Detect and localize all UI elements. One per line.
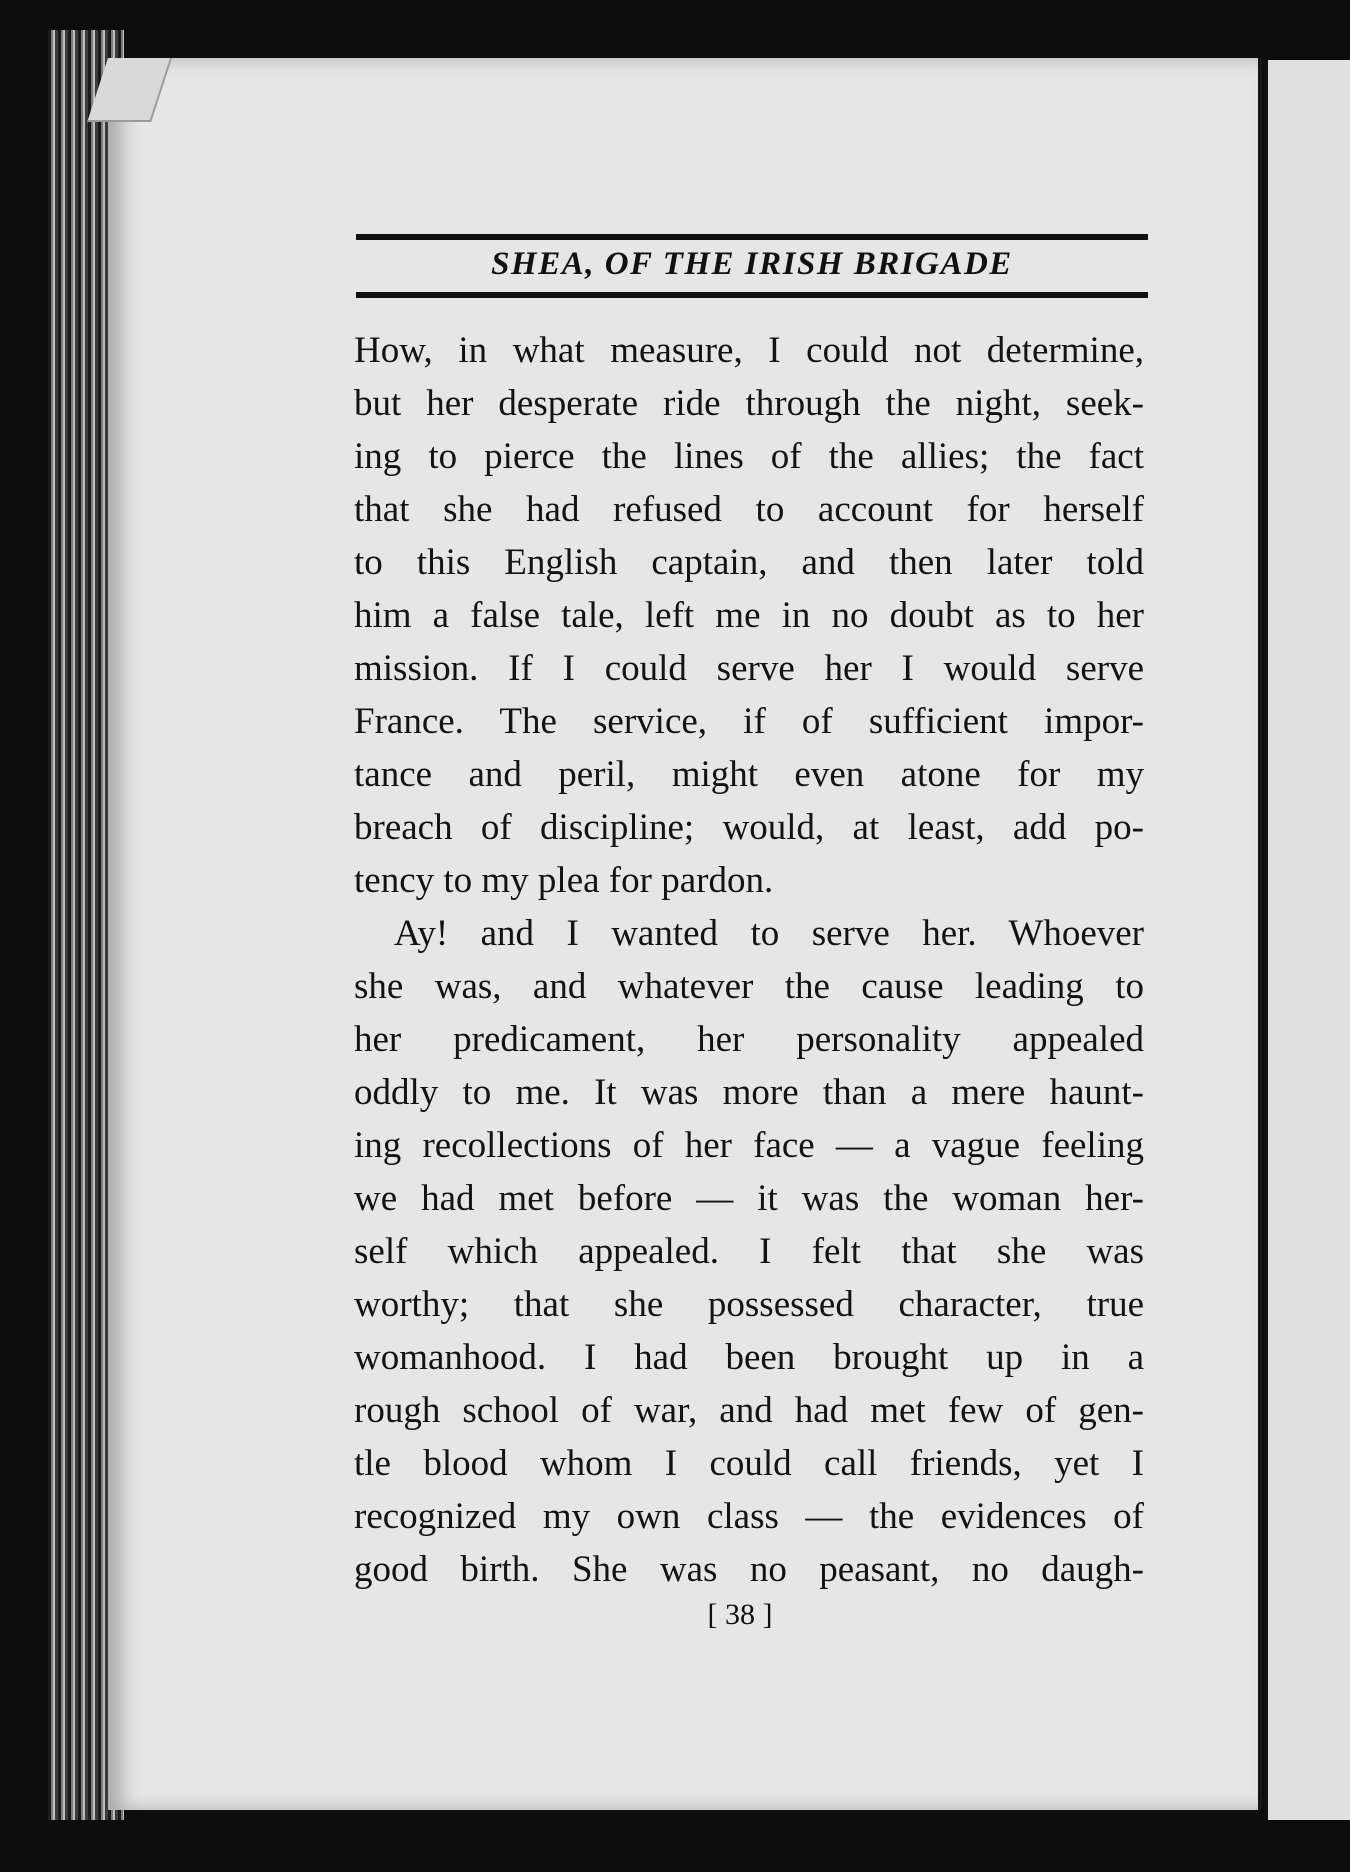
text-line: mission. If I could serve her I would serve xyxy=(354,648,1144,689)
text-line: ing to pierce the lines of the allies; the fact xyxy=(354,436,1144,477)
text-line: Ay! and I wanted to serve her. Whoever xyxy=(394,913,1144,954)
facing-page-edge xyxy=(1264,60,1350,1820)
text-line: good birth. She was no peasant, no daugh- xyxy=(354,1549,1144,1590)
text-line: How, in what measure, I could not determine, xyxy=(354,330,1144,371)
page-number: [ 38 ] xyxy=(707,1598,773,1631)
text-line: recognized my own class — the evidences of xyxy=(354,1496,1144,1537)
text-line: we had met before — it was the woman her- xyxy=(354,1178,1144,1219)
body-text xyxy=(354,324,1144,1596)
text-line: self which appealed. I felt that she was xyxy=(354,1231,1144,1272)
text-line: rough school of war, and had met few of gen- xyxy=(354,1390,1144,1431)
header-rule-top xyxy=(356,234,1148,240)
text-line: France. The service, if of sufficient impor- xyxy=(354,701,1144,742)
text-line: tle blood whom I could call friends, yet I xyxy=(354,1443,1144,1484)
text-line: to this English captain, and then later told xyxy=(354,542,1144,583)
text-line: womanhood. I had been brought up in a xyxy=(354,1337,1144,1378)
running-head: SHEA, OF THE IRISH BRIGADE xyxy=(491,246,1013,282)
text-line: breach of discipline; would, at least, add po- xyxy=(354,807,1144,848)
text-line: but her desperate ride through the night, seek- xyxy=(354,383,1144,424)
header-rule-bottom xyxy=(356,292,1148,298)
text-line: that she had refused to account for herself xyxy=(354,489,1144,530)
text-line: worthy; that she possessed character, true xyxy=(354,1284,1144,1325)
text-line: him a false tale, left me in no doubt as to her xyxy=(354,595,1144,636)
text-line: tency to my plea for pardon. xyxy=(354,860,774,901)
text-line: tance and peril, might even atone for my xyxy=(354,754,1144,795)
text-line: ing recollections of her face — a vague feeling xyxy=(354,1125,1144,1166)
text-line: her predicament, her personality appealed xyxy=(354,1019,1144,1060)
text-line: oddly to me. It was more than a mere haunt- xyxy=(354,1072,1144,1113)
text-line: she was, and whatever the cause leading to xyxy=(354,966,1144,1007)
